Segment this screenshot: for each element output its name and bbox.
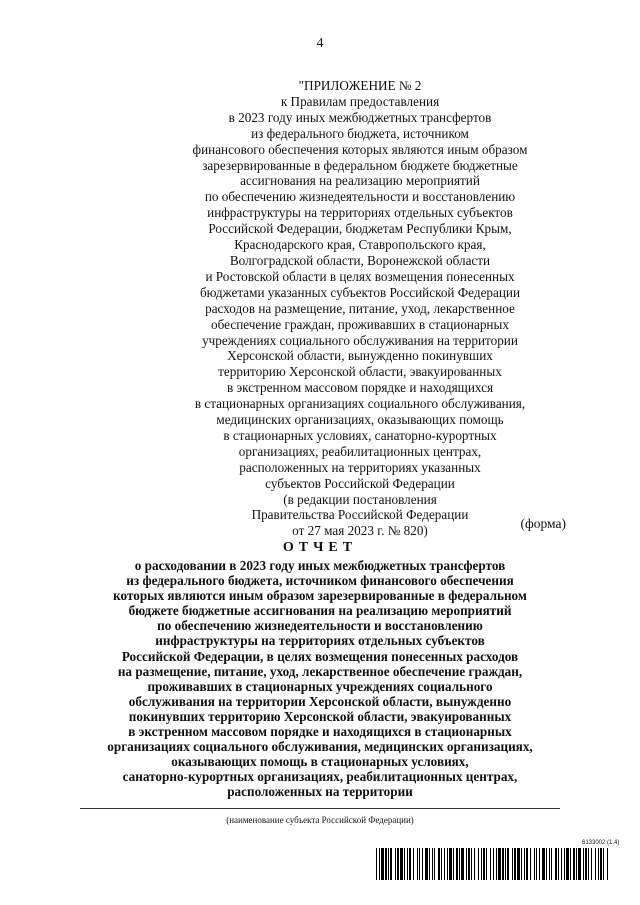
appendix-line: медицинских организациях, оказывающих помощь — [216, 412, 504, 428]
report-subtitle-line: о расходовании в 2023 году иных межбюджетных трансфертов — [134, 558, 506, 573]
appendix-line: от 27 мая 2023 г. № 820) — [292, 523, 428, 539]
form-label: (форма) — [520, 516, 566, 531]
report-subtitle-line: организациях социального обслуживания, медицинских организациях, — [107, 739, 533, 755]
appendix-line: расходов на размещение, питание, уход, лекарственное — [205, 300, 515, 316]
report-subtitle-line: обслуживания на территории Херсонской области, вынужденно — [128, 693, 512, 709]
report-subtitle-line: которых являются иным образом зарезервированные в федеральном — [113, 588, 527, 604]
report-subtitle-line: проживавших в стационарных учреждениях социального — [147, 678, 493, 694]
report-subtitle-line: в экстренном массовом порядке и находящихся в стационарных — [128, 724, 512, 740]
page-number: 4 — [316, 36, 324, 51]
barcode-icon — [376, 848, 608, 880]
appendix-line: обеспечение граждан, проживавших в стационарных — [211, 316, 509, 332]
report-title: ОТЧЕТ — [282, 540, 358, 555]
appendix-line: организациях, реабилитационных центрах, — [238, 443, 482, 459]
appendix-line: в стационарных условиях, санаторно-курортных — [223, 427, 497, 443]
report-subtitle-line: оказывающих помощь в стационарных условиях, — [171, 754, 469, 770]
subject-name-underline — [80, 808, 560, 809]
appendix-line: финансового обеспечения которых являются иным образом — [192, 141, 528, 157]
report-subtitle-line: бюджете бюджетные ассигнования на реализацию мероприятий — [128, 603, 512, 619]
report-subtitle — [60, 558, 580, 800]
appendix-line: учреждениях социального обслуживания на территории — [202, 332, 518, 348]
report-subtitle-line: по обеспечению жизнедеятельности и восстановлению — [157, 618, 483, 634]
appendix-line: Краснодарского края, Ставропольского края, — [234, 237, 486, 253]
report-subtitle-line: расположенных на территории — [227, 784, 413, 800]
appendix-line: к Правилам предоставления — [280, 93, 440, 109]
appendix-line: субъектов Российской Федерации — [265, 475, 455, 491]
appendix-line: в 2023 году иных межбюджетных трансфертов — [228, 109, 492, 125]
appendix-line: инфраструктуры на территориях отдельных субъектов — [207, 205, 513, 221]
appendix-line: и Ростовской области в целях возмещения понесенных — [205, 268, 515, 284]
appendix-line: расположенных на территориях указанных — [239, 459, 481, 475]
barcode-code: 6133002 (1.4) — [582, 840, 620, 846]
report-subtitle-line: покинувших территорию Херсонской области, эвакуированных — [128, 708, 512, 724]
appendix-header — [150, 78, 570, 539]
appendix-line: Волгоградской области, Воронежской области — [229, 252, 491, 268]
subject-name-caption: (наименование субъекта Российской Федерации) — [226, 815, 414, 825]
appendix-line: по обеспечению жизнедеятельности и восстановлению — [204, 189, 516, 205]
appendix-line: зарезервированные в федеральном бюджете бюджетные — [202, 157, 518, 173]
appendix-line: в экстренном массовом порядке и находящихся — [226, 380, 494, 396]
appendix-line: Российской Федерации, бюджетам Республики Крым, — [208, 221, 512, 237]
appendix-line: территорию Херсонской области, эвакуированных — [218, 364, 502, 380]
appendix-line: ассигнования на реализацию мероприятий — [240, 173, 480, 189]
report-subtitle-line: санаторно-курортных организациях, реабилитационных центрах, — [122, 769, 518, 785]
appendix-line: бюджетами указанных субъектов Российской Федерации — [199, 284, 521, 300]
appendix-line: (в редакции постановления — [283, 491, 437, 507]
appendix-line: в стационарных организациях социального обслуживания, — [194, 396, 526, 412]
report-subtitle-line: из федерального бюджета, источником финансового обеспечения — [126, 573, 514, 589]
report-subtitle-line: Российской Федерации, в целях возмещения понесенных расходов — [121, 648, 519, 664]
appendix-line: Правительства Российской Федерации — [251, 507, 469, 523]
appendix-line: Херсонской области, вынужденно покинувших — [227, 348, 493, 364]
appendix-line: из федерального бюджета, источником — [251, 125, 469, 141]
report-subtitle-line: инфраструктуры на территориях отдельных субъектов — [155, 633, 485, 649]
appendix-line: "ПРИЛОЖЕНИЕ № 2 — [298, 78, 422, 93]
report-subtitle-line: на размещение, питание, уход, лекарственное обеспечение граждан, — [117, 663, 523, 679]
